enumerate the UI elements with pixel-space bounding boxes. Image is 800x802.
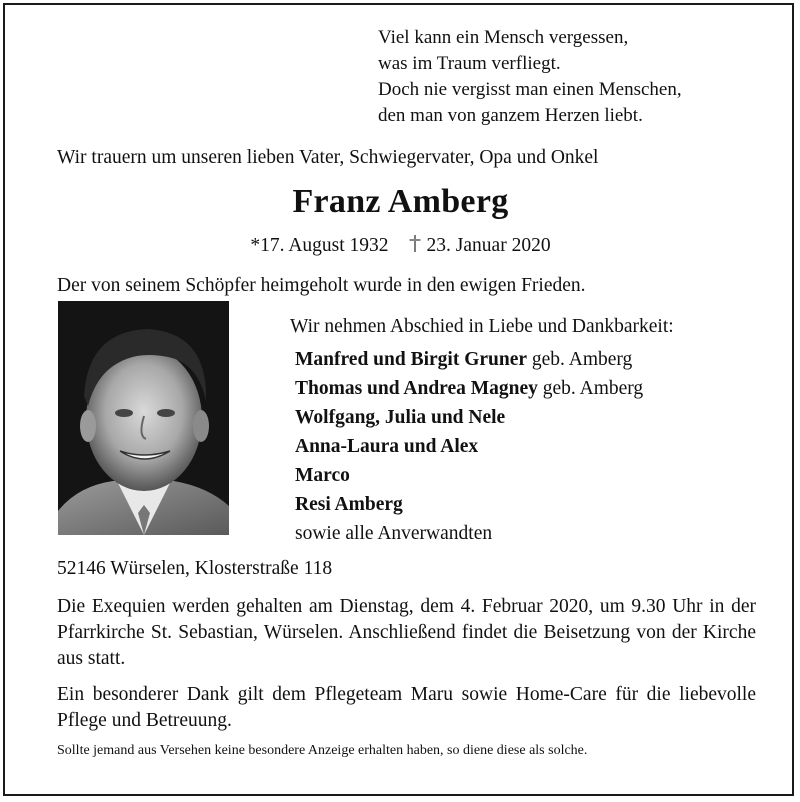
family-member: [295, 403, 643, 432]
family-member: [295, 461, 643, 490]
mourning-intro: Wir trauern um unseren lieben Vater, Schwiegervater, Opa und Onkel: [57, 147, 599, 168]
family-member: [295, 432, 643, 461]
family-member-suffix: geb. Amberg: [527, 349, 633, 370]
family-member: [295, 345, 643, 374]
birth-date: *17. August 1932: [250, 235, 389, 256]
family-member-name: Anna-Laura und Alex: [295, 436, 479, 457]
family-member-name: Wolfgang, Julia und Nele: [295, 407, 506, 428]
family-member-name: Manfred und Birgit Gruner: [295, 349, 528, 370]
family-list: [295, 345, 643, 548]
peace-line: Der von seinem Schöpfer heimgeholt wurde in den ewigen Frieden.: [57, 275, 586, 296]
footnote: Sollte jemand aus Versehen keine besondere Anzeige erhalten haben, so diene diese als solche.: [57, 743, 588, 758]
family-member: [295, 519, 643, 548]
poem-line: den man von ganzem Herzen liebt.: [378, 105, 643, 126]
family-member-suffix: geb. Amberg: [537, 378, 644, 399]
family-member-suffix: sowie alle Anverwandten: [295, 523, 493, 544]
service-details: Die Exequien werden gehalten am Dienstag, dem 4. Februar 2020, um 9.30 Uhr in der Pfarrkirche St. Sebastian, Würselen. Anschließend findet die Beisetzung von der Kirche aus statt.: [57, 596, 756, 669]
address: 52146 Würselen, Klosterstraße 118: [57, 558, 333, 579]
family-member-name: Resi Amberg: [295, 494, 403, 515]
memorial-poem: [378, 25, 682, 129]
family-member-name: Thomas und Andrea Magney: [295, 378, 538, 399]
thanks-note: Ein besonderer Dank gilt dem Pflegeteam Maru sowie Home-Care für die liebevolle Pflege und Betreuung.: [57, 684, 756, 731]
poem-line: Doch nie vergisst man einen Menschen,: [378, 79, 682, 100]
family-member: [295, 374, 643, 403]
farewell-line: Wir nehmen Abschied in Liebe und Dankbarkeit:: [290, 316, 674, 337]
life-dates: [5, 234, 796, 257]
cross-icon: [407, 234, 423, 253]
death-date: 23. Januar 2020: [426, 235, 551, 256]
family-member-name: Marco: [295, 465, 350, 486]
family-member: [295, 490, 643, 519]
portrait-photo: [58, 301, 229, 535]
poem-line: Viel kann ein Mensch vergessen,: [378, 27, 629, 48]
obituary-notice: [3, 3, 794, 796]
deceased-name: Franz Amberg: [292, 183, 509, 220]
poem-line: was im Traum verfliegt.: [378, 53, 561, 74]
